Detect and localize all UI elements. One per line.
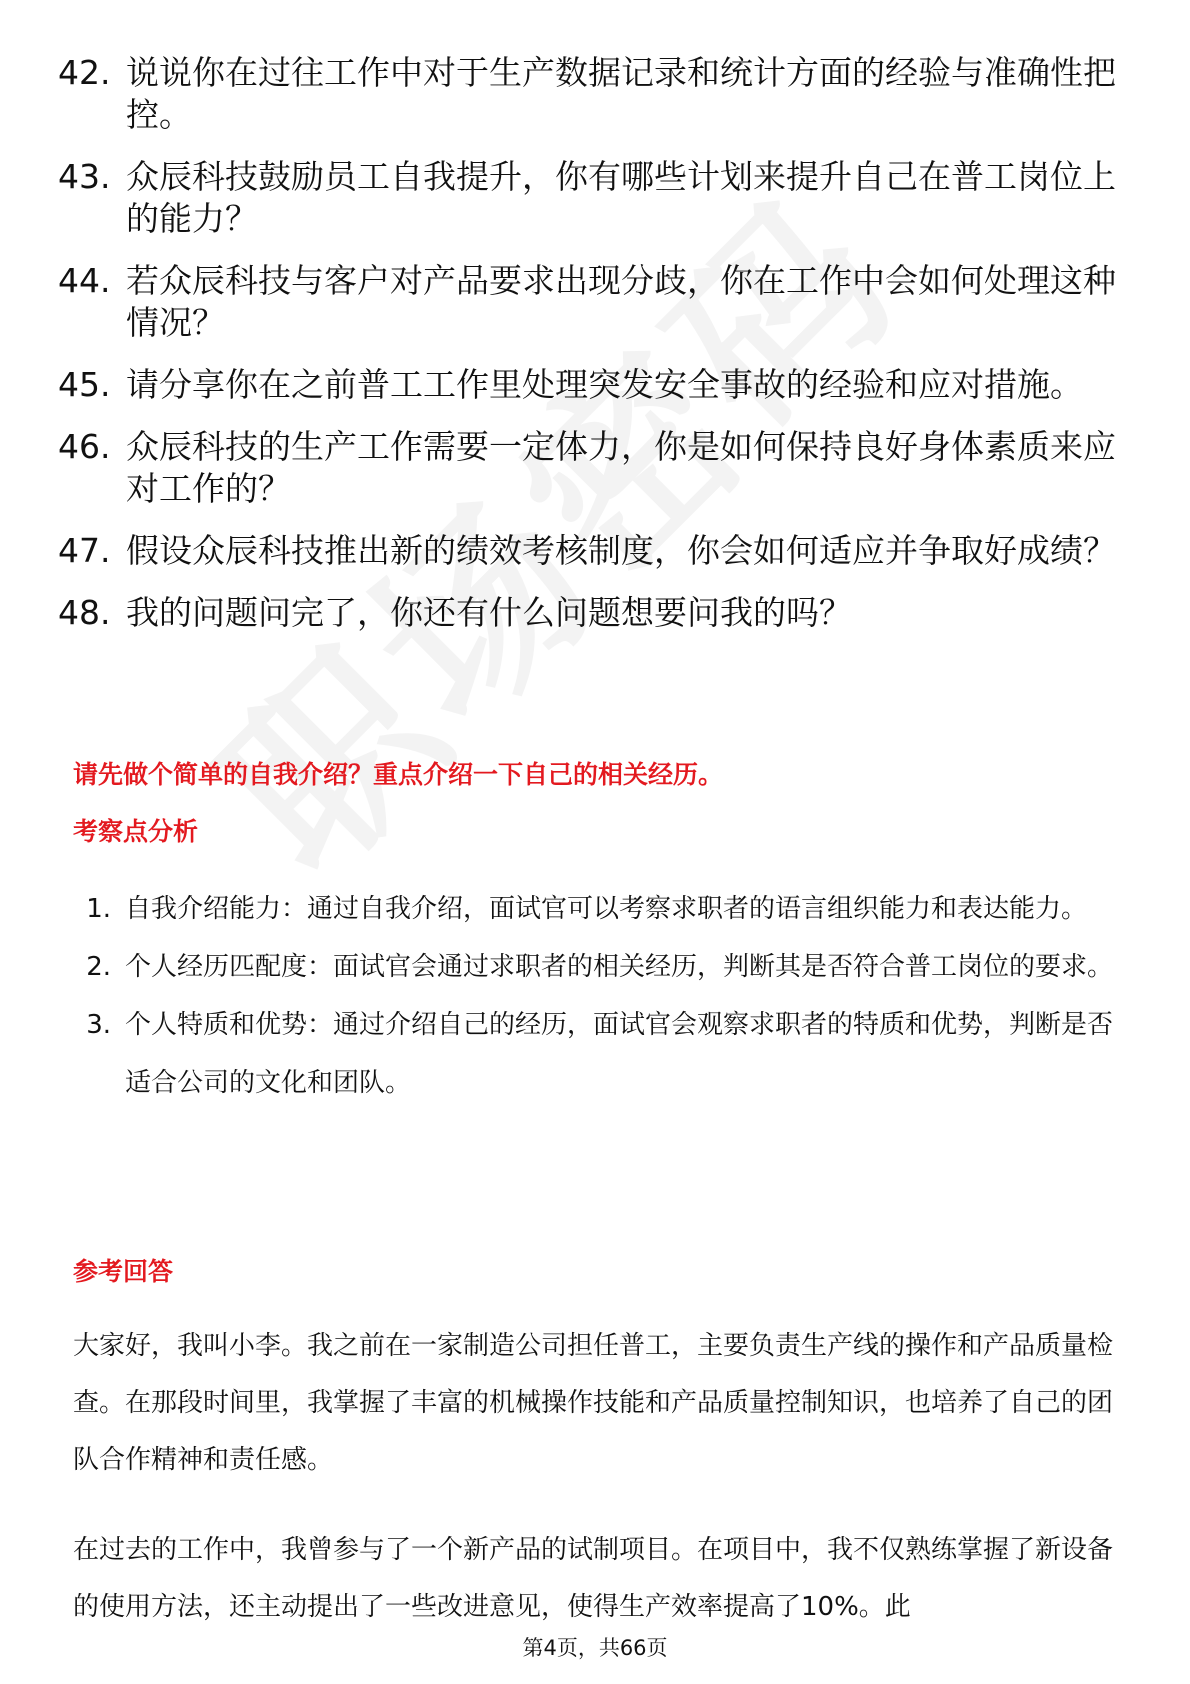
question-number: 48. — [58, 593, 111, 632]
question-number: 42. — [58, 53, 111, 92]
question-item — [58, 592, 1118, 634]
analysis-item — [73, 880, 1133, 938]
question-number: 43. — [58, 157, 111, 196]
question-number: 46. — [58, 427, 111, 466]
answer-paragraph: 大家好，我叫小李。我之前在一家制造公司担任普工，主要负责生产线的操作和产品质量检查。在那段时间里，我掌握了丰富的机械操作技能和产品质量控制知识，也培养了自己的团队合作精神和责任感。 — [73, 1331, 1114, 1475]
question-item — [58, 52, 1118, 136]
question-text: 请分享你在之前普工工作里处理突发安全事故的经验和应对措施。 — [126, 365, 1083, 404]
question-item — [58, 156, 1118, 240]
analysis-heading: 考察点分析 — [73, 817, 199, 846]
analysis-number: 3. — [86, 1010, 111, 1040]
question-item — [58, 530, 1118, 572]
answer-paragraph: 在过去的工作中，我曾参与了一个新产品的试制项目。在项目中，我不仅熟练掌握了新设备的使用方法，还主动提出了一些改进意见，使得生产效率提高了10%。此 — [73, 1535, 1114, 1622]
question-number: 47. — [58, 531, 111, 570]
question-text: 我的问题问完了，你还有什么问题想要问我的吗？ — [126, 593, 852, 632]
question-number: 44. — [58, 261, 111, 300]
question-text: 众辰科技的生产工作需要一定体力，你是如何保持良好身体素质来应对工作的？ — [126, 427, 1116, 508]
question-item — [58, 426, 1118, 510]
analysis-item — [73, 938, 1133, 996]
analysis-text: 个人特质和优势：通过介绍自己的经历，面试官会观察求职者的特质和优势，判断是否适合公司的文化和团队。 — [125, 1010, 1114, 1098]
question-text: 众辰科技鼓励员工自我提升，你有哪些计划来提升自己在普工岗位上的能力？ — [126, 157, 1116, 238]
page-footer: 第4页，共66页 — [522, 1636, 668, 1660]
analysis-number: 2. — [86, 952, 111, 982]
analysis-number: 1. — [86, 894, 111, 924]
analysis-item — [73, 996, 1133, 1112]
section-title: 请先做个简单的自我介绍？重点介绍一下自己的相关经历。 — [73, 760, 724, 789]
analysis-text: 自我介绍能力：通过自我介绍，面试官可以考察求职者的语言组织能力和表达能力。 — [125, 894, 1088, 924]
question-item — [58, 260, 1118, 344]
question-text: 假设众辰科技推出新的绩效考核制度，你会如何适应并争取好成绩？ — [126, 531, 1116, 570]
question-item — [58, 364, 1118, 406]
analysis-text: 个人经历匹配度：面试官会通过求职者的相关经历，判断其是否符合普工岗位的要求。 — [125, 952, 1114, 982]
analysis-list — [73, 880, 1133, 1112]
question-number: 45. — [58, 365, 111, 404]
question-text: 说说你在过往工作中对于生产数据记录和统计方面的经验与准确性把控。 — [126, 53, 1116, 134]
question-list — [58, 52, 1118, 654]
question-text: 若众辰科技与客户对产品要求出现分歧，你在工作中会如何处理这种情况？ — [126, 261, 1116, 342]
answer-heading: 参考回答 — [73, 1257, 174, 1286]
